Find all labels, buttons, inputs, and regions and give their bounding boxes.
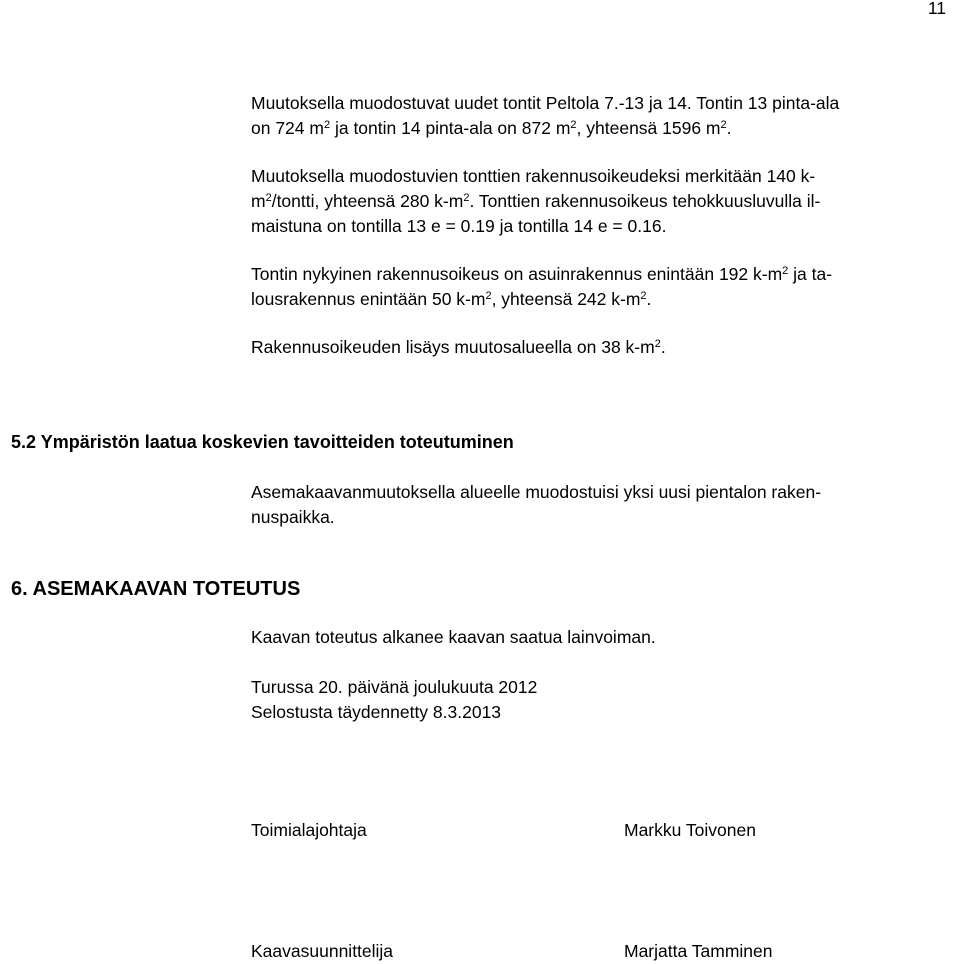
section-5-2-heading: 5.2 Ympäristön laatua koskevien tavoitteiden toteutuminen xyxy=(11,432,514,452)
paragraph-line: maistuna on tontilla 13 e = 0.19 ja tontilla 14 e = 0.16. xyxy=(251,216,667,236)
paragraph-rights-increase xyxy=(251,335,666,360)
section-5-2-body xyxy=(251,480,821,530)
signature-name: Markku Toivonen xyxy=(624,820,756,840)
section-6-body: Kaavan toteutus alkanee kaavan saatua lainvoiman. xyxy=(251,627,656,647)
paragraph-line: Asemakaavanmuutoksella alueelle muodostuisi yksi uusi pientalon raken- xyxy=(251,482,822,502)
paragraph-current-rights xyxy=(251,262,832,312)
updated-note: Selostusta täydennetty 8.3.2013 xyxy=(251,702,502,722)
paragraph-line: Tontin nykyinen rakennusoikeus on asuinrakennus enintään 192 $k-m^2$ ja ta- xyxy=(251,264,833,284)
signature-name: Marjatta Tamminen xyxy=(624,941,773,961)
paragraph-line: $m^2$/tontti, yhteensä 280 $k-m^2$. Tonttien rakennusoikeus tehokkuusluvulla il- xyxy=(251,191,821,211)
paragraph-line: on 724 $m^2$ ja tontin 14 pinta-ala on 872 $m^2$, yhteensä 1596 $m^2$. xyxy=(251,118,732,138)
section-6-heading: 6. ASEMAKAAVAN TOTEUTUS xyxy=(11,578,301,600)
paragraph-line: lousrakennus enintään 50 $k-m^2$, yhteensä 242 $k-m^2$. xyxy=(251,289,652,309)
paragraph-plots xyxy=(251,91,839,141)
paragraph-line: Rakennusoikeuden lisäys muutosalueella on 38 $k-m^2$. xyxy=(251,337,666,357)
paragraph-building-rights xyxy=(251,164,820,239)
signature-title: Toimialajohtaja xyxy=(251,820,367,840)
signature-title: Kaavasuunnittelija xyxy=(251,941,394,961)
paragraph-line: nuspaikka. xyxy=(251,507,335,527)
place-date-block xyxy=(251,675,537,725)
page-number: 11 xyxy=(927,0,946,18)
place-date: Turussa 20. päivänä joulukuuta 2012 xyxy=(251,677,538,697)
paragraph-line: Muutoksella muodostuvien tonttien rakennusoikeudeksi merkitään 140 k- xyxy=(251,166,816,186)
paragraph-line: Muutoksella muodostuvat uudet tontit Peltola 7.-13 ja 14. Tontin 13 pinta-ala xyxy=(251,93,840,113)
